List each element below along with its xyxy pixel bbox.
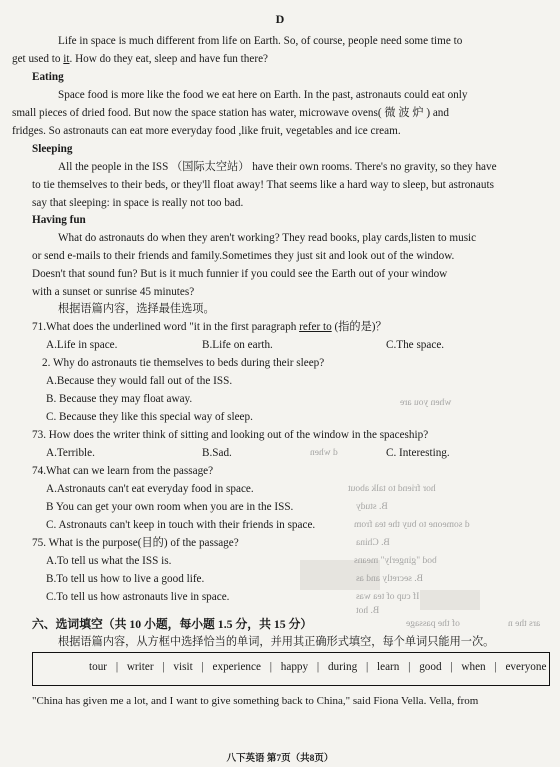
bleed-through-text: when you are <box>400 398 452 408</box>
bleed-through-text: If cup of tea was <box>356 592 420 602</box>
section-6-title: 六、选词填空（共 10 小题，每小题 1.5 分，共 15 分） <box>32 617 313 631</box>
paragraph-line: or send e-mails to their friends and family.Sometimes they just sit and look out of the window. <box>32 250 455 262</box>
section-title-having-fun: Having fun <box>32 214 86 226</box>
option-c: C.The space. <box>386 339 445 351</box>
question-75: 75. What is the purpose(目的) of the passage? <box>32 537 239 549</box>
option-c: C. Interesting. <box>386 447 450 459</box>
word-box <box>32 652 550 686</box>
text-span: . How do they eat, sleep and have fun there? <box>69 53 269 65</box>
bleed-through-text: B. hot <box>356 606 380 616</box>
question-74: 74.What can we learn from the passage? <box>32 465 214 477</box>
option-c: C. Astronauts can't keep in touch with their friends in space. <box>46 519 316 531</box>
bleed-through-text: of the passage <box>406 619 460 629</box>
option-a: A.Because they would fall out of the ISS. <box>46 375 233 387</box>
passage-start-line: "China has given me a lot, and I want to give something back to China," said Fiona Vella. Vella, from <box>32 695 479 707</box>
bleed-through-text: B. secretly and as <box>356 574 424 584</box>
bleed-through-text: B. study <box>356 502 388 512</box>
underlined-word: refer to <box>299 321 332 333</box>
underlined-word: it <box>63 53 70 65</box>
section-title-sleeping: Sleeping <box>32 143 73 155</box>
paragraph-line: What do astronauts do when they aren't working? They read books, play cards,listen to music <box>58 232 477 244</box>
section-title-eating: Eating <box>32 71 64 83</box>
instruction-text: 根据语篇内容，选择最佳选项。 <box>58 303 215 315</box>
option-b: B You can get your own room when you are in the ISS. <box>46 501 294 513</box>
paragraph-line: All the people in the ISS （国际太空站） have their own rooms. There's no gravity, so they have <box>58 161 497 173</box>
paragraph-line: fridges. So astronauts can eat more everyday food ,like fruit, vegetables and ice cream. <box>12 125 401 137</box>
passage-heading: D <box>275 12 285 26</box>
page-footer: 八下英语 第7页（共8页） <box>226 754 334 764</box>
bleed-through-text: hor friend to talk about <box>348 484 436 494</box>
bleed-through-text: d someone to buy the tea from <box>354 520 470 530</box>
question-73: 73. How does the writer think of sitting and looking out of the window in the spaceship? <box>32 429 429 441</box>
paragraph-line: Doesn't that sound fun? But is it much funnier if you could see the Earth out of your window <box>32 268 448 280</box>
paragraph-line: with a sunset or sunrise 45 minutes? <box>32 286 195 298</box>
option-a: A.Terrible. <box>46 447 95 459</box>
question-71 <box>32 320 387 334</box>
option-c: C.To tell us how astronauts live in space. <box>46 591 230 603</box>
section-6-instruction: 根据语篇内容，从方框中选择恰当的单词，并用其正确形式填空，每个单词只能用一次。 <box>58 636 495 648</box>
paragraph-line: to tie themselves to their beds, or they'll float away! That seems like a hard way to sleep, but astronauts <box>32 179 494 191</box>
option-c: C. Because they like this special way of sleep. <box>46 411 253 423</box>
option-b: B.To tell us how to live a good life. <box>46 573 205 585</box>
text-span: (指的是)？ <box>331 321 387 333</box>
bleed-through-text: ars the n <box>508 619 541 629</box>
option-b: B.Sad. <box>202 447 232 459</box>
question-72: 2. Why do astronauts tie themselves to beds during their sleep? <box>42 357 325 369</box>
word-box-words: tour | writer | visit | experience | happy | during | learn | good | when | everyone <box>89 661 547 673</box>
bleed-through-text: d when <box>310 448 338 458</box>
option-a: A.To tell us what the ISS is. <box>46 555 172 567</box>
option-a: A.Astronauts can't eat everyday food in space. <box>46 483 254 495</box>
paragraph-line <box>12 52 268 66</box>
paragraph-line: Life in space is much different from life on Earth. So, of course, people need some time to <box>58 35 463 47</box>
bleed-through-text: B. China <box>356 538 390 548</box>
paragraph-line: Space food is more like the food we eat here on Earth. In the past, astronauts could eat only <box>58 89 468 101</box>
bleed-through-text: bod "gingerly" means <box>354 556 437 566</box>
text-span: 71.What does the underlined word "it in the first paragraph <box>32 321 300 333</box>
paper-stain <box>420 590 480 610</box>
paragraph-line: say that sleeping: in space is really not too bad. <box>32 197 244 209</box>
option-b: B.Life on earth. <box>202 339 273 351</box>
text-span: get used to <box>12 53 64 65</box>
option-a: A.Life in space. <box>46 339 118 351</box>
option-b: B. Because they may float away. <box>46 393 193 405</box>
paragraph-line: small pieces of dried food. But now the space station has water, microwave ovens( 微 波 炉 ) and <box>12 107 449 119</box>
